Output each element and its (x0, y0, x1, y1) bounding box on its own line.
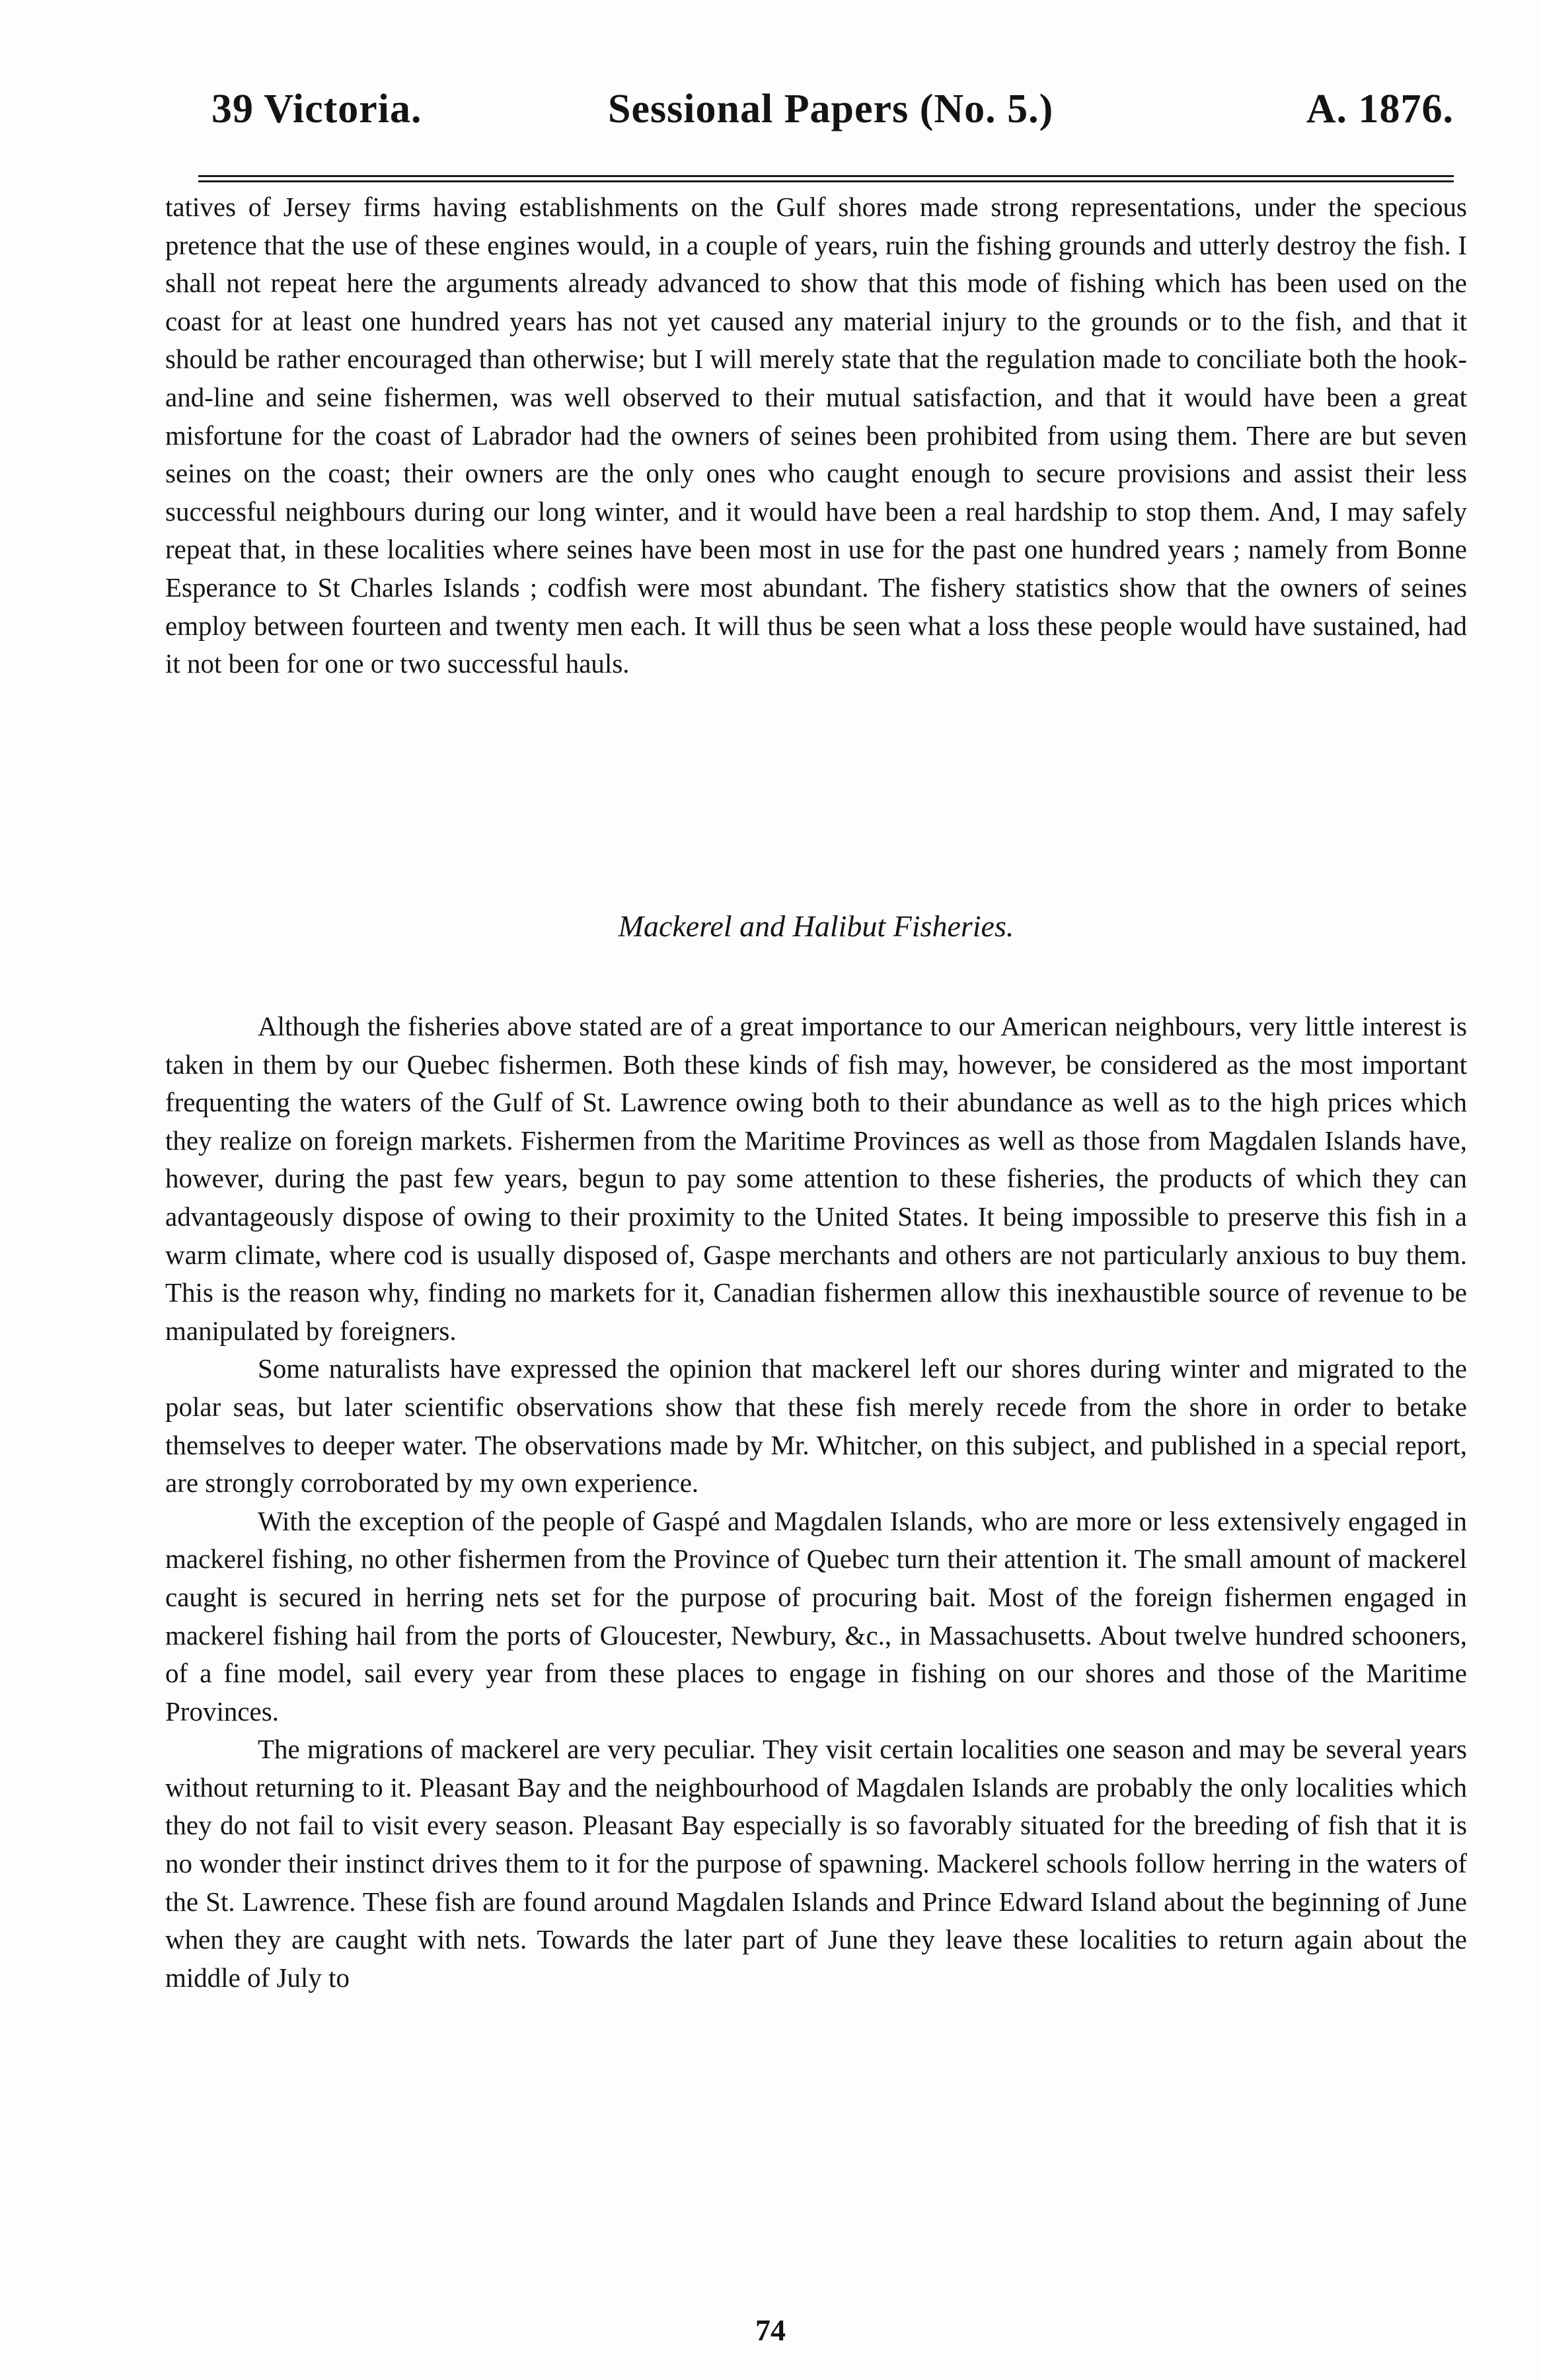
paragraph-4: The migrations of mackerel are very peculiar. They visit certain localities one season and may be several years without returning to it. Pleasant Bay and the neighbourhood of Magdalen Islands are probably the only localities which they do not fail to visit every season. Pleasant Bay especially is so favorably situated for the breeding of fish that it is no wonder their instinct drives them to it for the purpose of spawning. Mackerel schools follow herring in the waters of the St. Lawrence. These fish are found around Magdalen Islands and Prince Edward Island about the beginning of June when they are caught with nets. Towards the later part of June they leave these localities to return again about the middle of July to (165, 1734, 1467, 1993)
paragraph-3: With the exception of the people of Gaspé and Magdalen Islands, who are more or less extensively engaged in mackerel fishing, no other fishermen from the Province of Quebec turn their attention it. The small amount of mackerel caught is secured in herring nets set for the purpose of procuring bait. Most of the foreign fishermen engaged in mackerel fishing hail from the ports of Gloucester, Newbury, &c., in Massachusetts. About twelve hundred schooners, of a fine model, sail every year from these places to engage in fishing on our shores and those of the Maritime Provinces. (165, 1505, 1467, 1727)
header-rule-top (198, 175, 1454, 177)
page-number: 74 (755, 2313, 786, 2347)
header-volume: 39 Victoria. (211, 87, 422, 131)
continuation-paragraph: tatives of Jersey firms having establishments on the Gulf shores made strong representations, under the specious pretence that the use of these engines would, in a couple of years, ruin the fishing grounds and utterly destroy the fish. I shall not repeat here the arguments already advanced to show that this mode of fishing which has been used on the coast for at least one hundred years has not yet caused any material injury to the grounds or to the fish, and that it should be rather encouraged than otherwise; but I will merely state that the regulation made to conciliate both the hook-and-line and seine fishermen, was well observed to their mutual satisfaction, and that it would have been a great misfortune for the coast of Labrador had the owners of seines been prohibited from using them. There are but seven seines on the coast; their owners are the only ones who caught enough to secure provisions and assist their less successful neighbours during our long winter, and it would have been a real hardship to stop them. And, I may safely repeat that, in these localities where seines have been most in use for the past one hundred years ; namely from Bonne Esperance to St Charles Islands ; codfish were most abundant. The fishery statistics show that the owners of seines employ between fourteen and twenty men each. It will thus be seen what a loss these people would have sustained, had it not been for one or two successful hauls. (165, 192, 1467, 679)
paragraph-1: Although the fisheries above stated are of a great importance to our American neighbours, very little interest is taken in them by our Quebec fishermen. Both these kinds of fish may, however, be considered as the most important frequenting the waters of the Gulf of St. Lawrence owing both to their abundance as well as to the high prices which they realize on foreign markets. Fishermen from the Maritime Provinces as well as those from Magdalen Islands have, however, during the past few years, begun to pay some attention to these fisheries, the products of which they can advantageously dispose of owing to their proximity to the United States. It being impossible to preserve this fish in a warm climate, where cod is usually disposed of, Gaspe merchants and others are not particularly anxious to buy them. This is the reason why, finding no markets for it, Canadian fishermen allow this inexhaustible source of revenue to be manipulated by foreigners. (165, 1011, 1467, 1346)
header-rule-bottom (198, 180, 1454, 182)
paragraph-2: Some naturalists have expressed the opinion that mackerel left our shores during winter and migrated to the polar seas, but later scientific observations show that these fish merely recede from the shore in order to betake themselves to deeper water. The observations made by Mr. Whitcher, on this subject, and published in a special report, are strongly corroborated by my own experience. (165, 1353, 1467, 1499)
continuation-block (165, 188, 1467, 862)
header-year: A. 1876. (1306, 87, 1454, 131)
running-header (211, 86, 1454, 145)
header-title: Sessional Papers (No. 5.) (608, 87, 1054, 131)
section-heading: Mackerel and Halibut Fisheries. (618, 909, 1014, 943)
section-body (165, 1008, 1467, 2316)
